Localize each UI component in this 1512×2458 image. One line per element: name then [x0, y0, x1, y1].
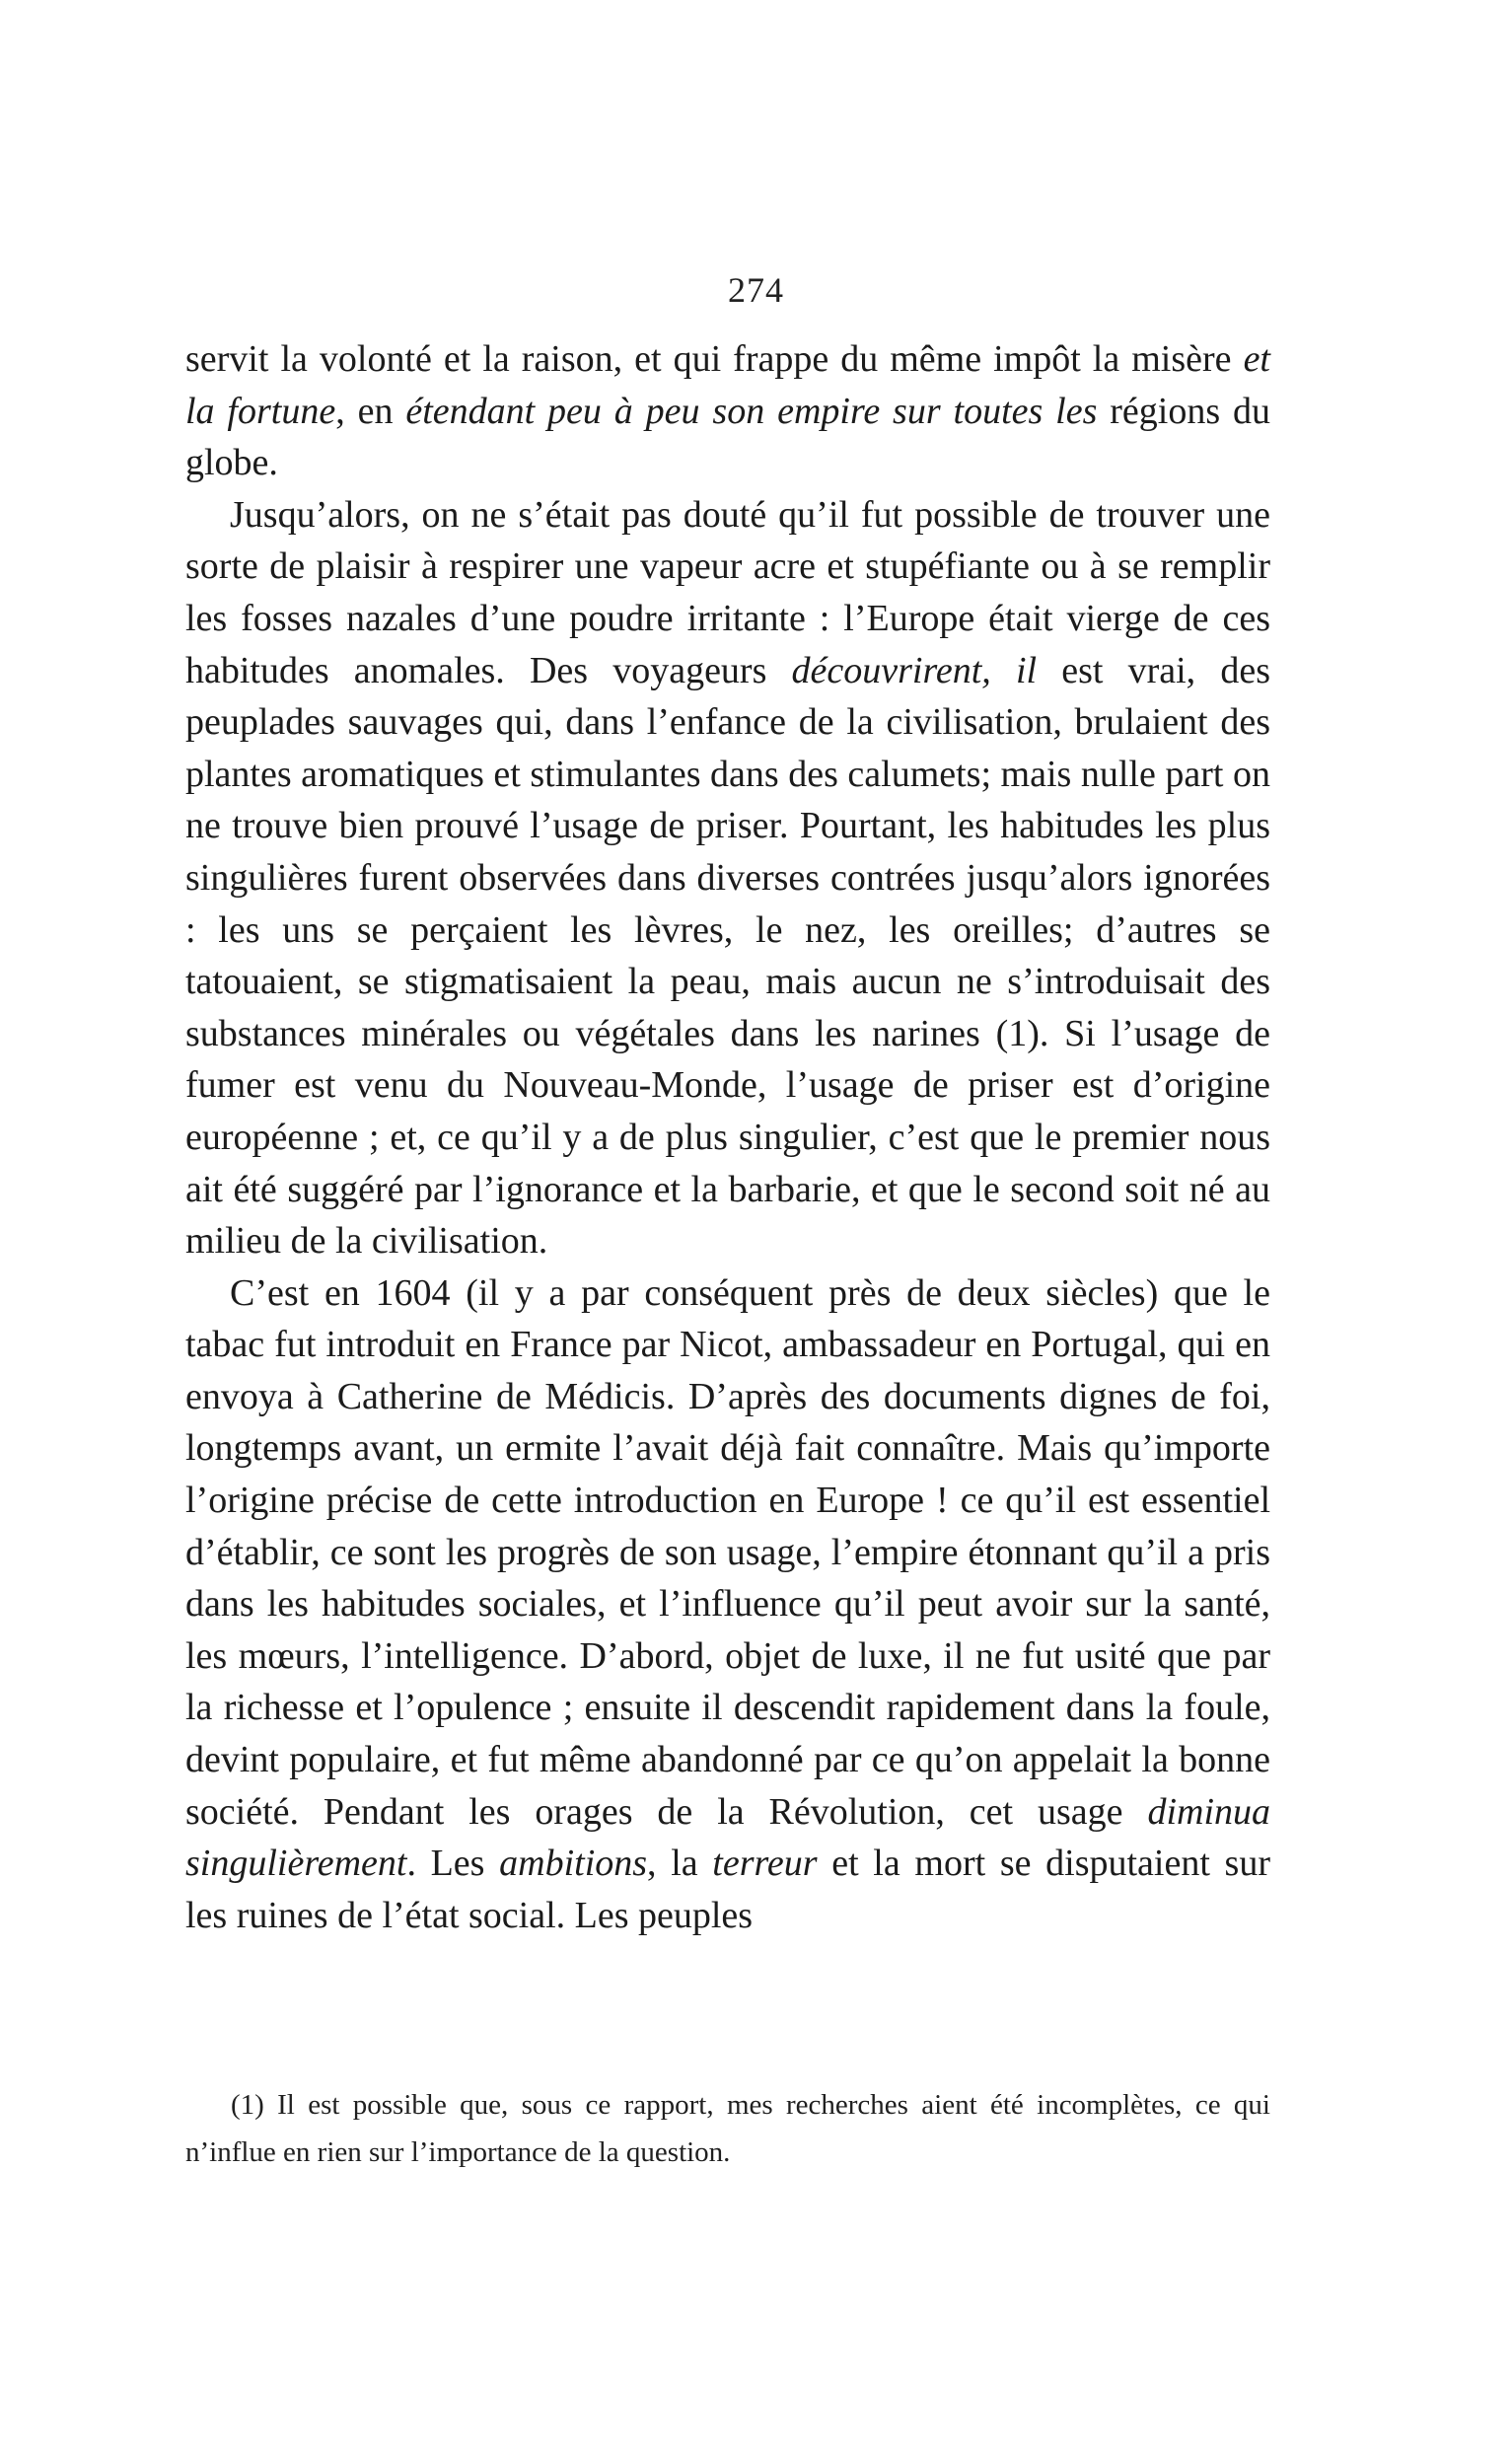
paragraph-3-text-a: C’est en 1604 (il y a par conséquent près de deux siècles) que le tabac fut introduit en France par Nicot, ambassadeur en Portugal, qui en envoya à Catherine de Médicis. D’après des documents dignes de foi, longtemps avant, un ermite l’avait déjà fait connaître. Mais qu’importe l’origine précise de cette introduction en Europe ! ce qu’il est essentiel d’établir, ce sont les progrès de son usage, l’empire étonnant qu’il a pris dans les habitudes sociales, et l’influence qu’il peut avoir sur la santé, les mœurs, l’intelligence. D’abord, objet de luxe, il ne fut usité que par la richesse et l’opulence ; ensuite il descendit rapidement dans la foule, devint populaire, et fut même abandonné par ce qu’on appelait la bonne société. Pendant les orages de la Révolution, cet usage [185, 1271, 1270, 1833]
paragraph-3-text-d: et la mort se disputaient sur les ruines de l’état social. Les peuples [185, 1843, 1270, 1936]
paragraph-1-text-b: , en [335, 390, 406, 432]
footnote [185, 2081, 1270, 2176]
paragraph-1-italic-a: et la fortune [185, 338, 1270, 432]
paragraph-3-italic-b: ambitions [499, 1843, 648, 1885]
paragraph-3 [185, 1267, 1270, 1942]
paragraph-3-text-c: , la [647, 1843, 713, 1885]
paragraph-2-text-b: est vrai, des peuplades sauvages qui, dans l’enfance de la civilisation, brulaient des plantes aromatiques et stimulantes dans des calumets; mais nulle part on ne trouve bien prouvé l’usage de priser. Pourtant, les habitudes les plus singulières furent observées dans diverses contrées jusqu’alors ignorées : les uns se perçaient les lèvres, le nez, les oreilles; d’autres se tatouaient, se stigmatisaient la peau, mais aucun ne s’introduisait des substances minérales ou végétales dans les narines (1). Si l’usage de fumer est venu du Nouveau-Monde, l’usage de priser est d’origine européenne ; et, ce qu’il y a de plus singulier, c’est que le premier nous ait été suggéré par l’ignorance et la barbarie, et que le second soit né au milieu de la civilisation. [185, 649, 1270, 1263]
paragraph-2-italic-a: découvrirent, il [791, 649, 1038, 691]
paragraph-1 [185, 333, 1270, 489]
paragraph-2 [185, 489, 1270, 1267]
page-number: 274 [728, 270, 784, 310]
paragraph-2-text-a: Jusqu’alors, on ne s’était pas douté qu’il fut possible de trouver une sorte de plaisir à respirer une vapeur acre et stupéfiante ou à se remplir les fosses nazales d’une poudre irritante : l’Europe était vierge de ces habitudes anomales. Des voyageurs [185, 493, 1270, 691]
paragraph-1-italic-b: étendant peu à peu son empire sur toutes les [405, 390, 1098, 432]
footnote-text: (1) Il est possible que, sous ce rapport, mes recherches aient été incomplètes, ce qui n’influe en rien sur l’importance de la question. [185, 2089, 1270, 2168]
paragraph-3-italic-a: diminua singulièrement [185, 1790, 1270, 1885]
paragraph-3-text-b: . Les [406, 1843, 500, 1885]
paragraph-3-italic-c: terreur [712, 1843, 818, 1885]
paragraph-1-text-c: régions du globe. [185, 390, 1270, 484]
paragraph-1-text-a: servit la volonté et la raison, et qui frappe du même impôt la misère [185, 338, 1244, 380]
main-text [185, 333, 1270, 1941]
